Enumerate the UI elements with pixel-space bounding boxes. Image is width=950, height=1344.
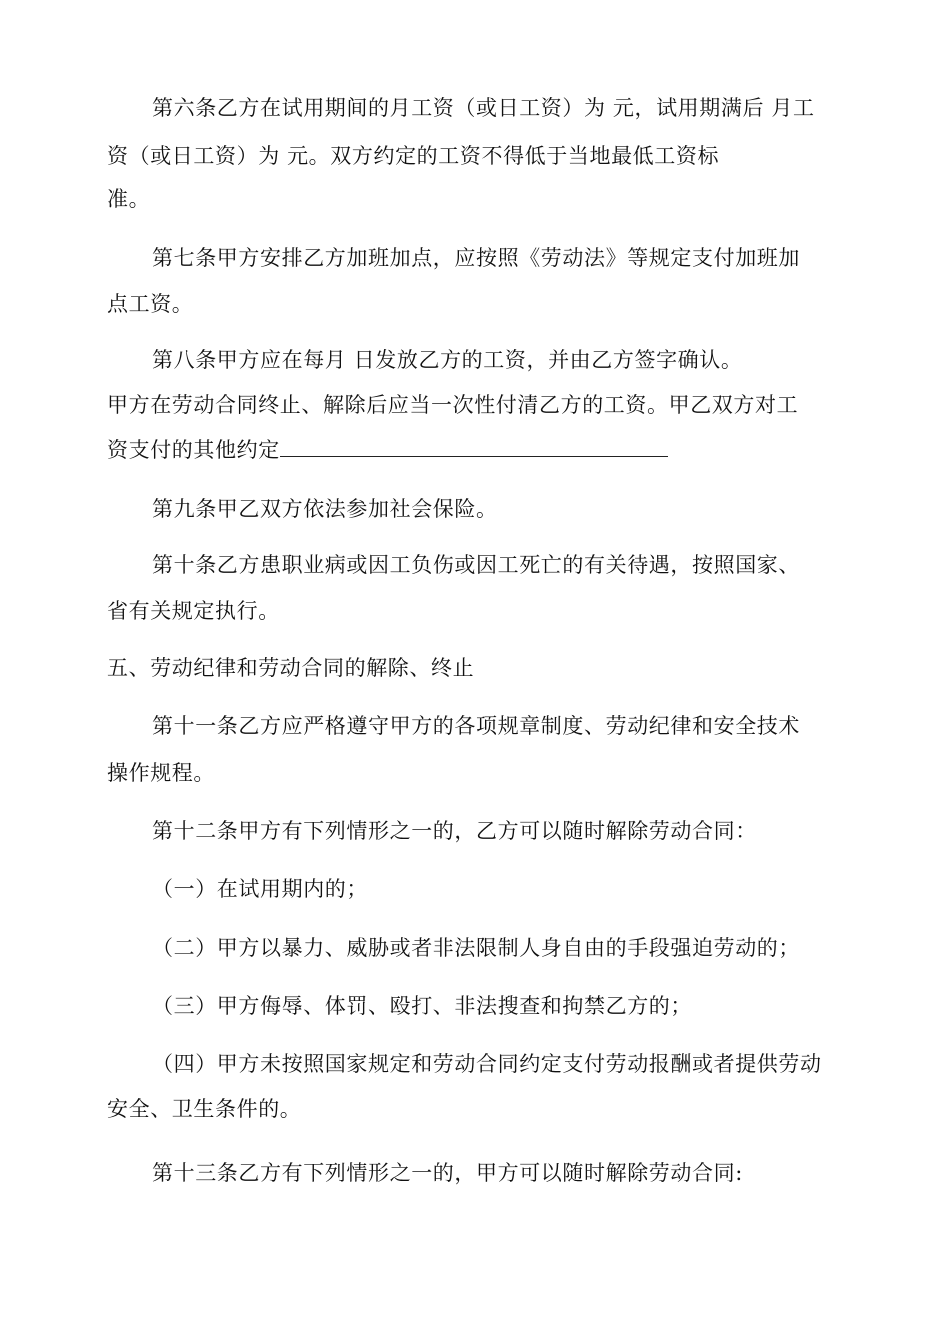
text-line: 第八条甲方应在每月 日发放乙方的工资，并由乙方签字确认。: [152, 348, 743, 372]
text-line: 甲方在劳动合同终止、解除后应当一次性付清乙方的工资。甲乙双方对工: [107, 393, 799, 417]
text-line: 点工资。: [107, 292, 194, 316]
text-line: 第十条乙方患职业病或因工负伤或因工死亡的有关待遇，按照国家、: [152, 553, 800, 577]
text-line: 省有关规定执行。: [107, 599, 280, 623]
text-line: 安全、卫生条件的。: [107, 1097, 302, 1121]
section-heading: 五、劳动纪律和劳动合同的解除、终止: [107, 656, 475, 680]
text-line: 第九条甲乙双方依法参加社会保险。: [152, 497, 498, 521]
text-line: 第七条甲方安排乙方加班加点，应按照《劳动法》等规定支付加班加: [152, 246, 800, 270]
text-line: 第十三条乙方有下列情形之一的，甲方可以随时解除劳动合同:: [152, 1161, 743, 1185]
text-line: 第十二条甲方有下列情形之一的，乙方可以随时解除劳动合同：: [152, 819, 757, 843]
text-line: 第十一条乙方应严格遵守甲方的各项规章制度、劳动纪律和安全技术: [152, 714, 800, 738]
text-segment: 资支付的其他约定: [107, 438, 280, 462]
text-line: 准。: [107, 187, 151, 211]
list-item: （一）在试用期内的；: [152, 877, 368, 901]
fill-in-blank: [280, 436, 668, 457]
list-item: （三）甲方侮辱、体罚、殴打、非法搜查和拘禁乙方的；: [152, 994, 692, 1018]
text-line: 资（或日工资）为 元。双方约定的工资不得低于当地最低工资标: [107, 144, 720, 168]
text-line: 第六条乙方在试用期间的月工资（或日工资）为 元，试用期满后 月工: [152, 96, 815, 120]
list-item: （二）甲方以暴力、威胁或者非法限制人身自由的手段强迫劳动的；: [152, 936, 800, 960]
list-item: （四）甲方未按照国家规定和劳动合同约定支付劳动报酬或者提供劳动: [152, 1052, 822, 1076]
text-line: 操作规程。: [107, 761, 215, 785]
text-line-with-blank: [107, 436, 668, 464]
